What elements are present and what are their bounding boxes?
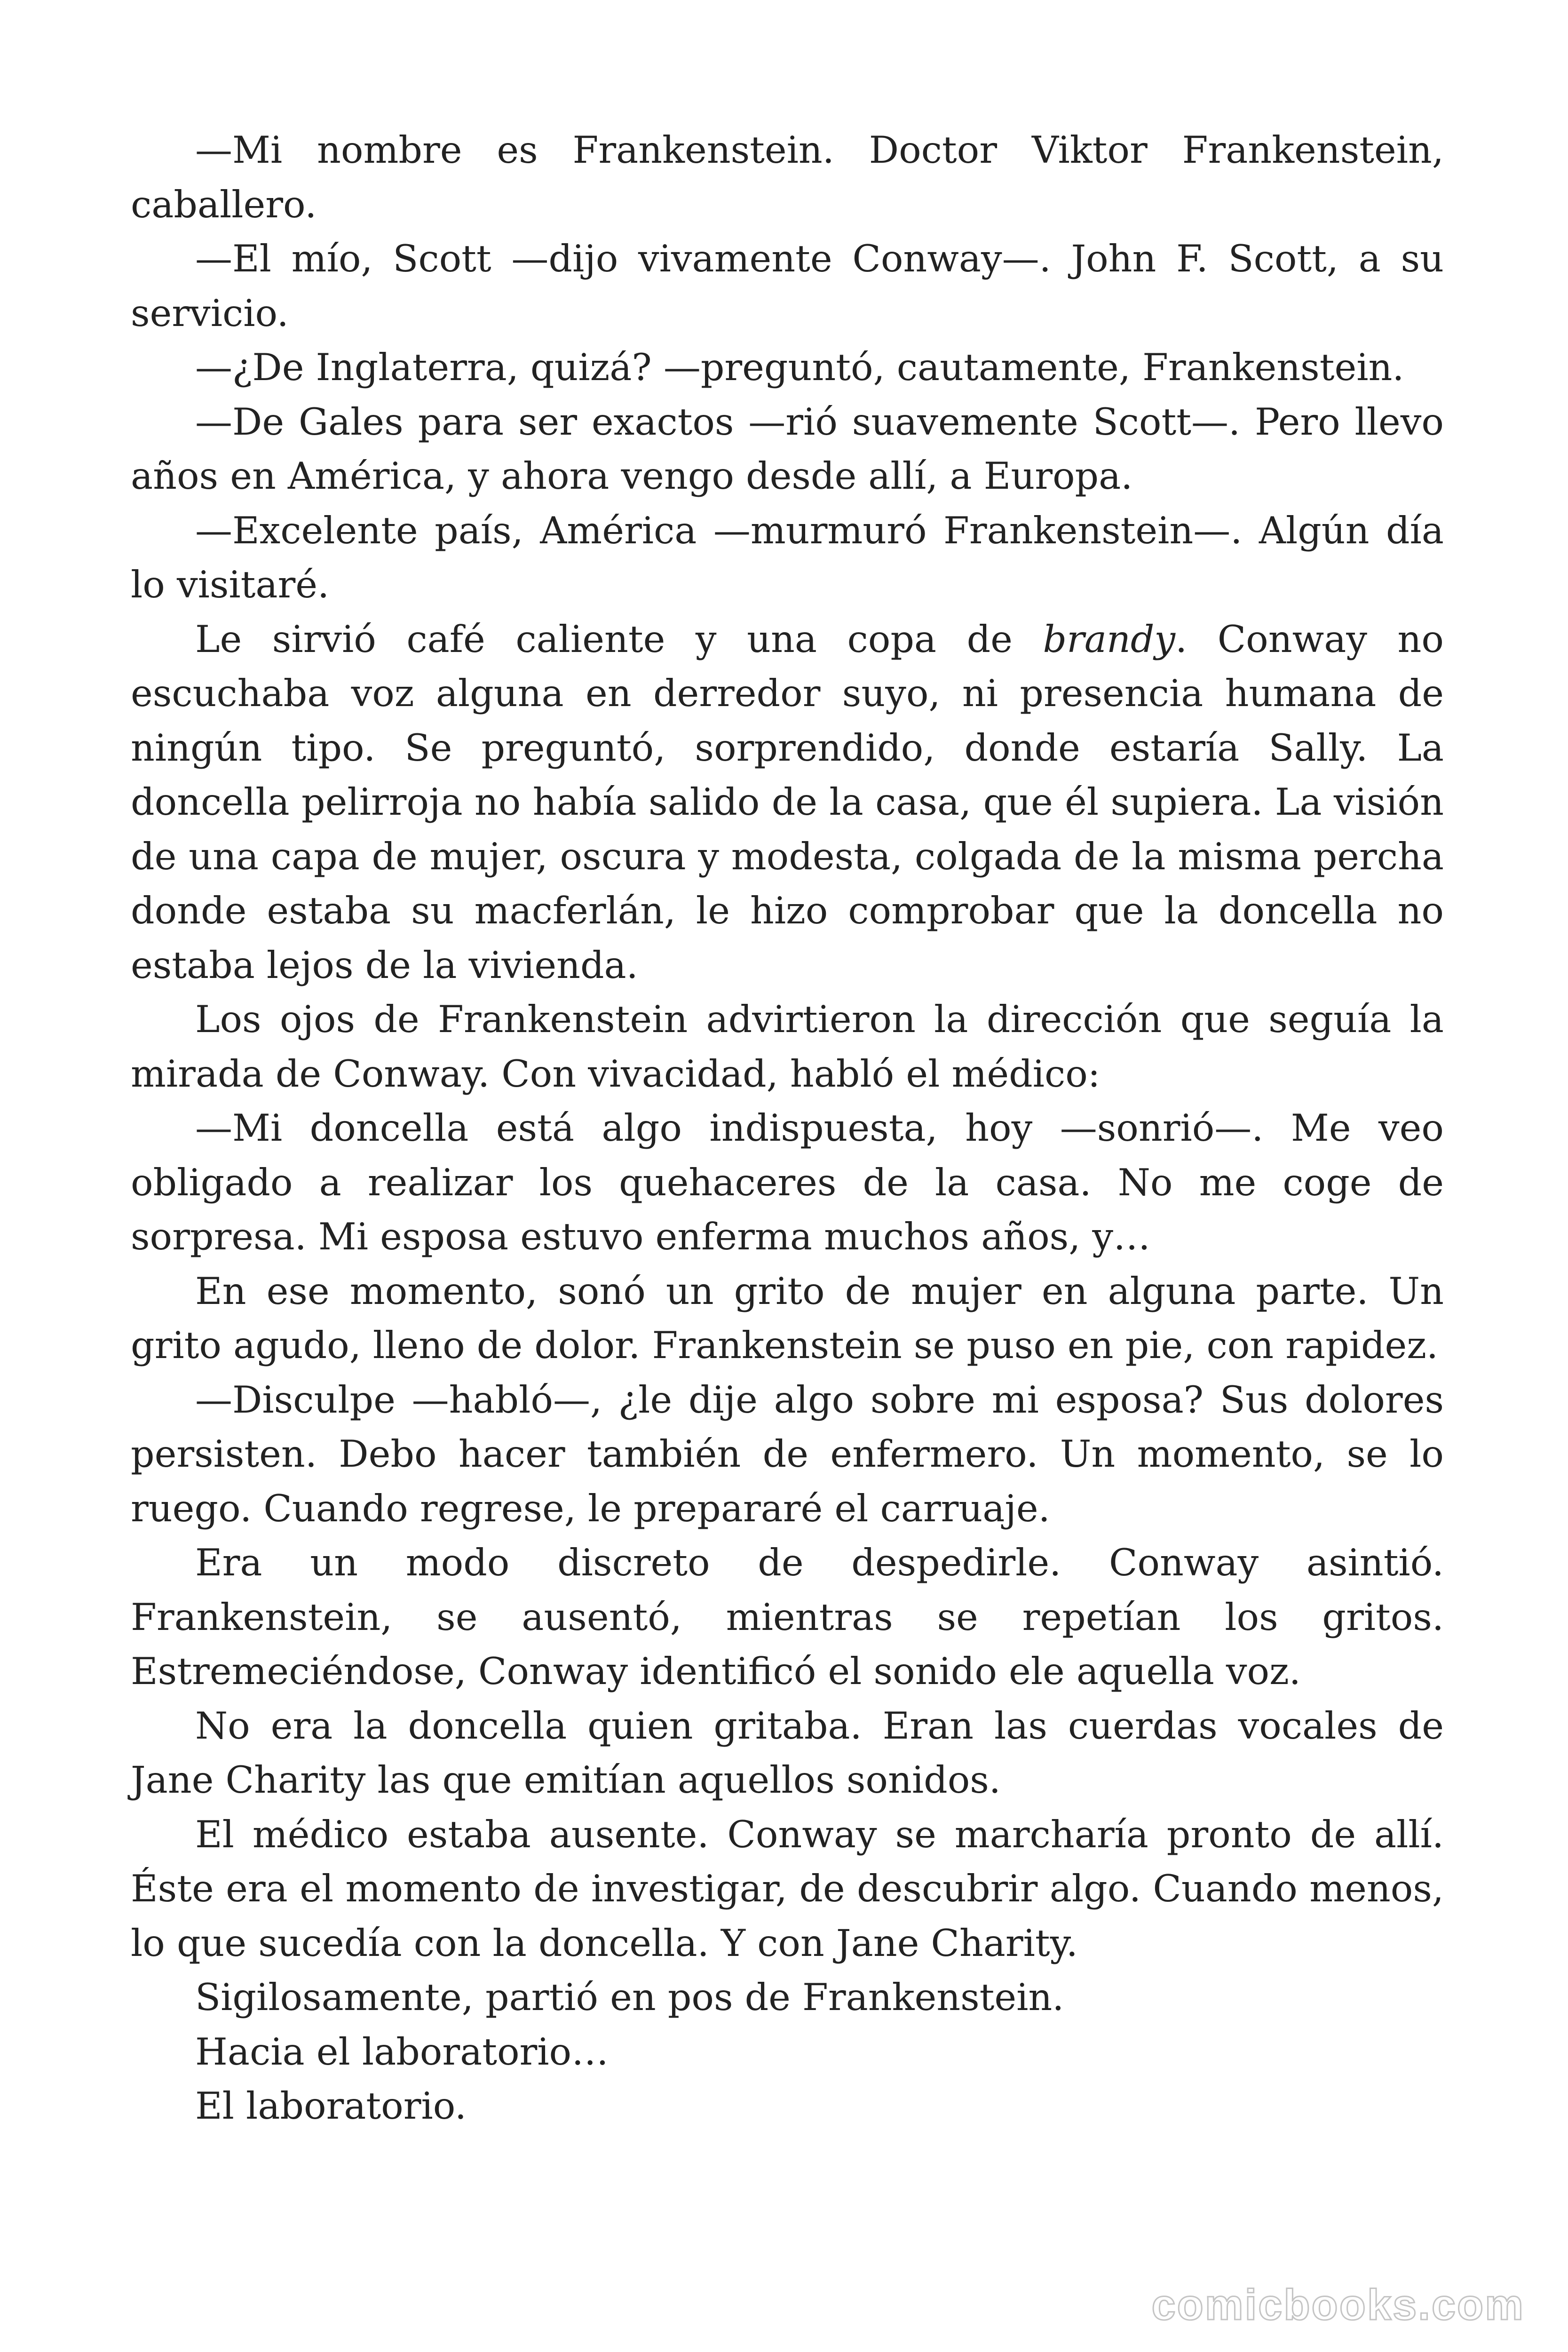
paragraph: El laboratorio. [195, 2084, 467, 2128]
paragraph: —Disculpe —habló—, ¿le dije algo sobre mi esposa? Sus dolores persisten. Debo hacer también de enfermero. Un momento, se lo ruego. Cuando regrese, le prepararé el carruaje. [131, 1378, 1444, 1530]
paragraph: No era la doncella quien gritaba. Eran las cuerdas vocales de Jane Charity las que emitían aquellos sonidos. [131, 1704, 1444, 1802]
paragraph: —Mi nombre es Frankenstein. Doctor Viktor Frankenstein, caballero. [131, 128, 1444, 226]
paragraph: —¿De Inglaterra, quizá? —preguntó, cautamente, Frankenstein. [195, 346, 1404, 389]
paragraph-text: Le sirvió café caliente y una copa de [195, 617, 1043, 661]
paragraph: Era un modo discreto de despedirle. Conway asintió. Frankenstein, se ausentó, mientras se repetían los gritos. Estremeciéndose, Conway identificó el sonido ele aquella voz. [131, 1541, 1444, 1693]
paragraph: —Excelente país, América —murmuró Frankenstein—. Algún día lo visitaré. [131, 509, 1444, 606]
paragraph: Los ojos de Frankenstein advirtieron la dirección que seguía la mirada de Conway. Con vivacidad, habló el médico: [131, 998, 1444, 1096]
paragraph: —Mi doncella está algo indispuesta, hoy —sonrió—. Me veo obligado a realizar los quehaceres de la casa. No me coge de sorpresa. Mi esposa estuvo enferma muchos años, y… [131, 1106, 1444, 1258]
paragraph: —De Gales para ser exactos —rió suavemente Scott—. Pero llevo años en América, y ahora vengo desde allí, a Europa. [131, 400, 1444, 498]
watermark: comicbooks.com [1151, 2281, 1525, 2329]
italic-word: brandy [1043, 617, 1176, 661]
paragraph [131, 612, 1444, 993]
paragraph: El médico estaba ausente. Conway se marcharía pronto de allí. Éste era el momento de investigar, de descubrir algo. Cuando menos, lo que sucedía con la doncella. Y con Jane Charity. [131, 1812, 1444, 1965]
paragraph: —El mío, Scott —dijo vivamente Conway—. John F. Scott, a su servicio. [131, 237, 1444, 335]
paragraph: En ese momento, sonó un grito de mujer en alguna parte. Un grito agudo, lleno de dolor. Frankenstein se puso en pie, con rapidez. [131, 1269, 1444, 1367]
paragraph-text: . Conway no escuchaba voz alguna en derredor suyo, ni presencia humana de ningún tipo. Se preguntó, sorprendido, donde estaría Sally. La doncella pelirroja no había salido de la casa, que él supiera. La visión de una capa de mujer, oscura y modesta, colgada de la misma percha donde estaba su macferlán, le hizo comprobar que la doncella no estaba lejos de la vivienda. [131, 617, 1444, 987]
paragraph: Sigilosamente, partió en pos de Frankenstein. [195, 1976, 1064, 2019]
paragraph: Hacia el laboratorio… [195, 2030, 609, 2074]
book-page-text [131, 123, 1444, 2134]
